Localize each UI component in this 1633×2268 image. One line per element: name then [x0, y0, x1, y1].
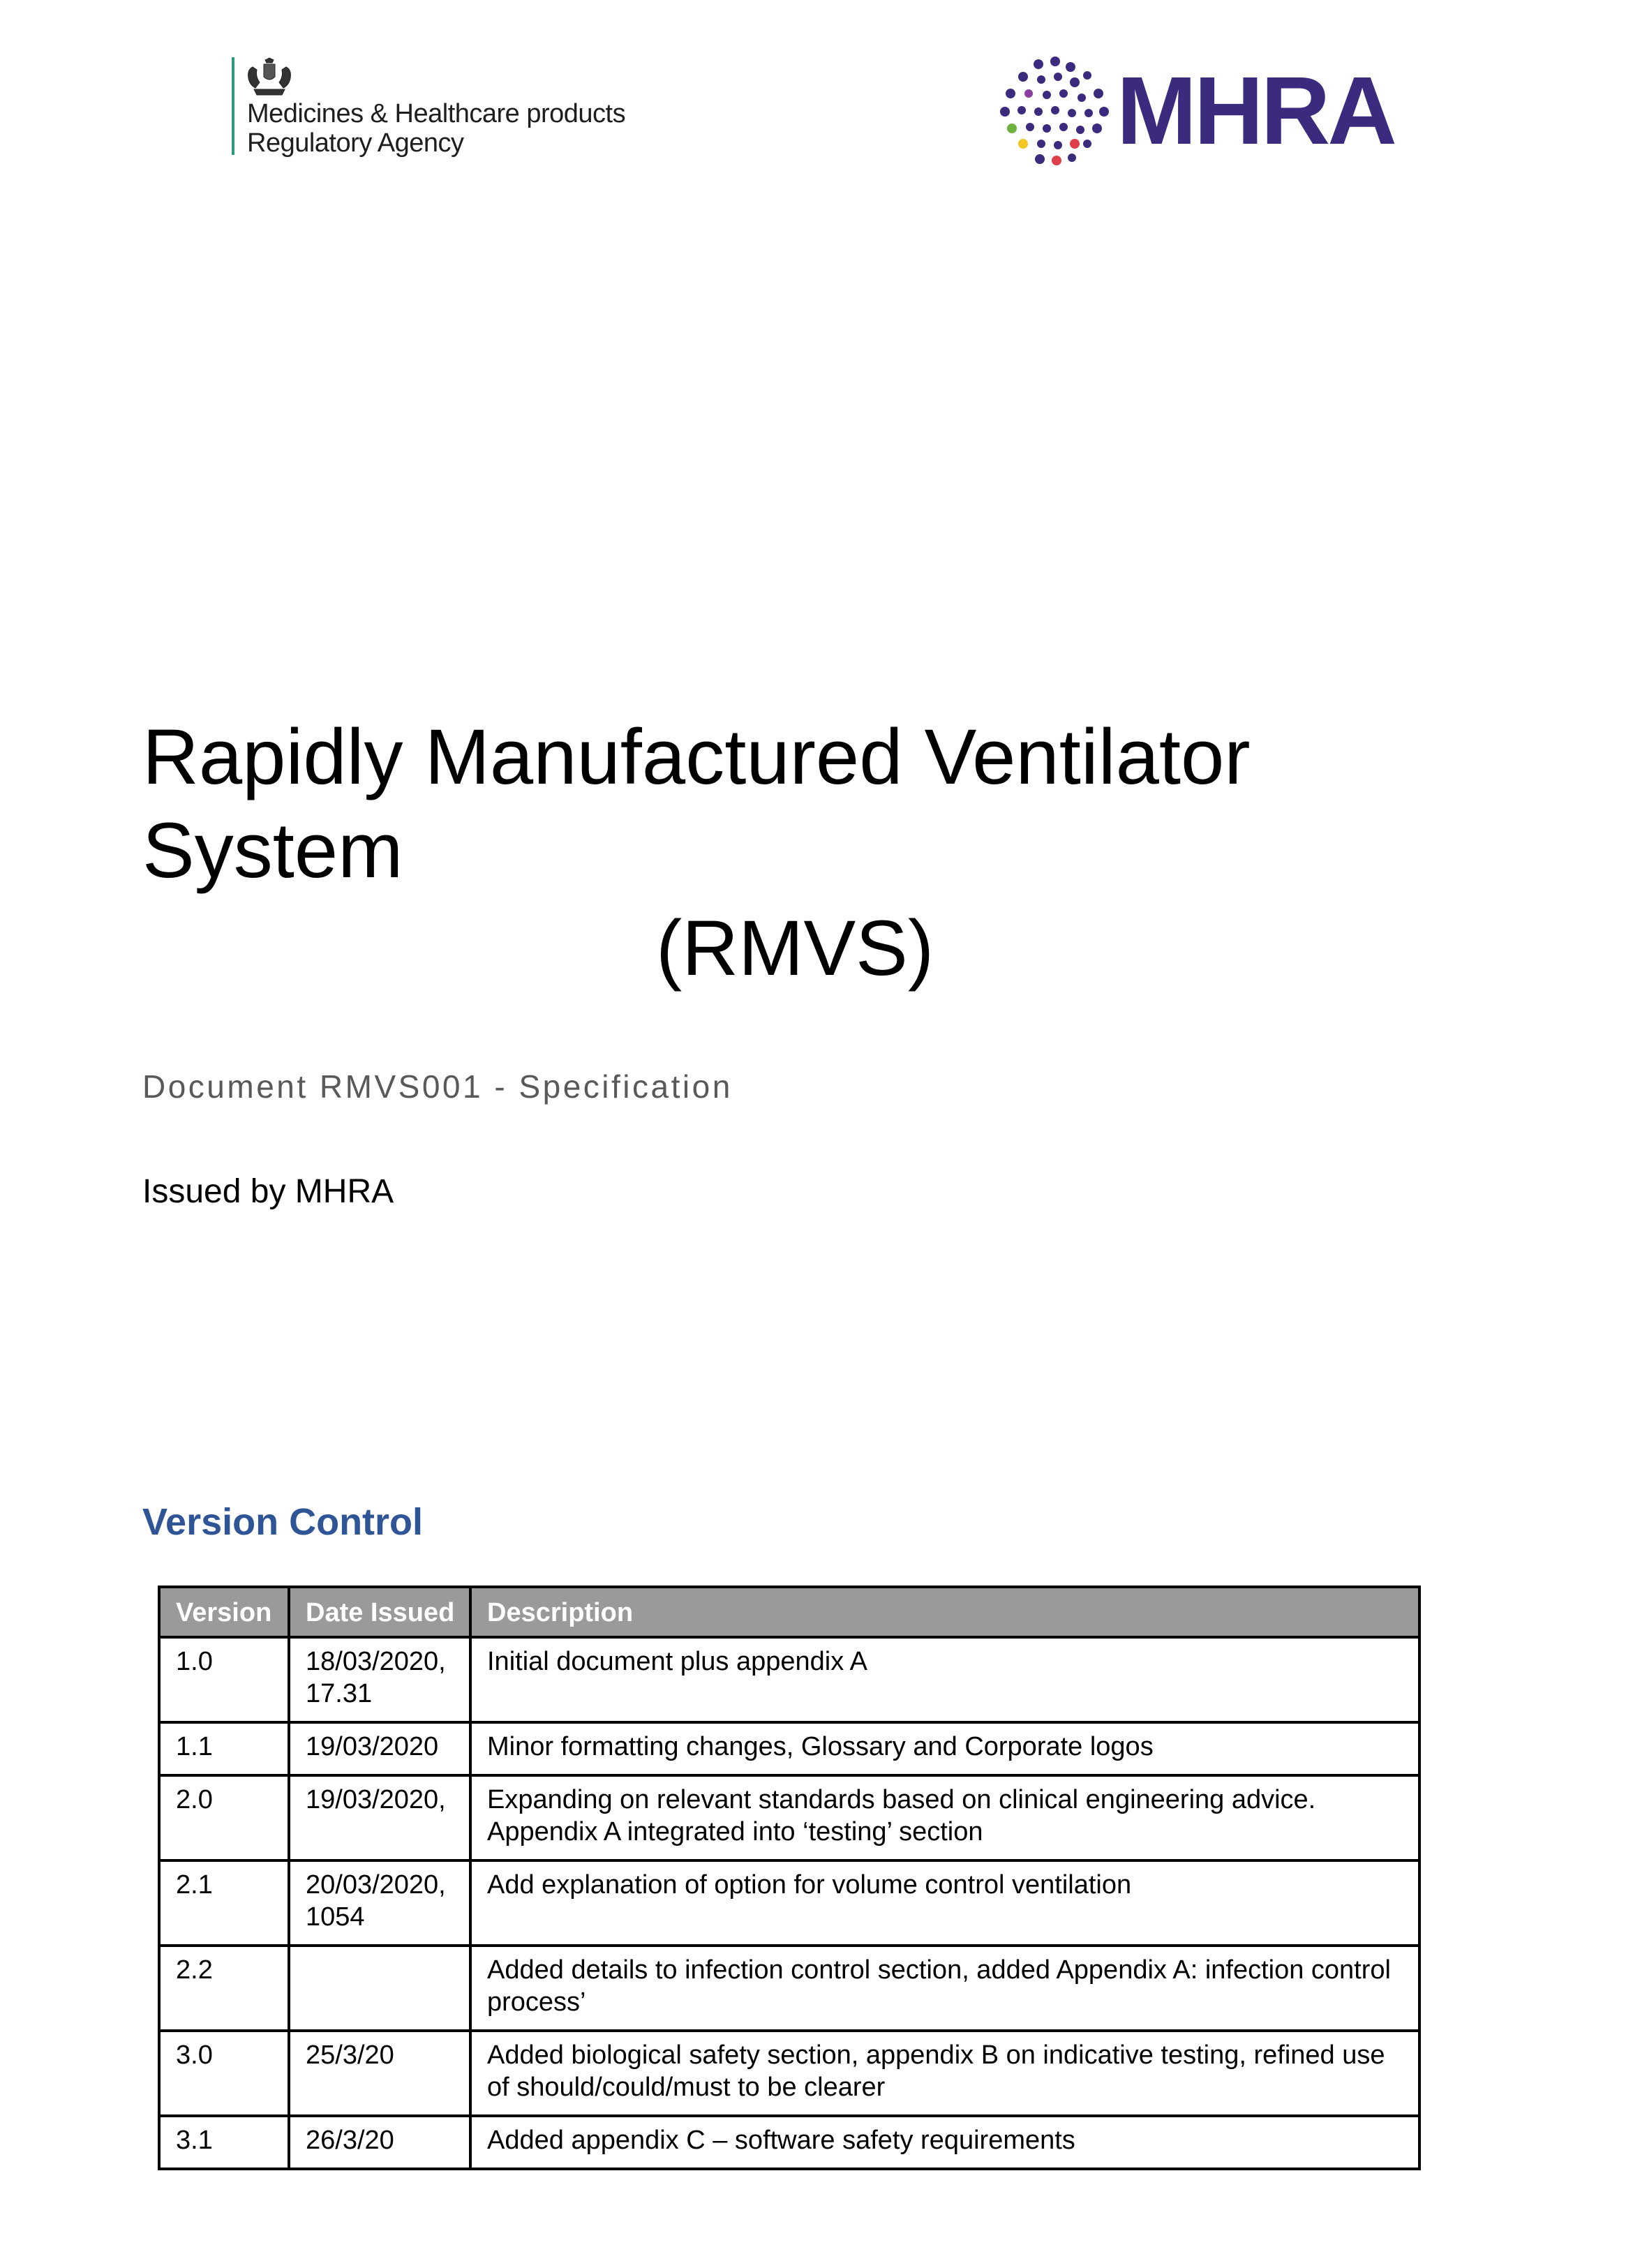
- gov-agency-name-line2: Regulatory Agency: [247, 128, 464, 158]
- document-title-line2: System: [142, 807, 403, 894]
- version-cell: 1.1: [159, 1722, 289, 1775]
- version-cell: 2.1: [159, 1860, 289, 1946]
- table-row: [159, 1637, 1419, 1722]
- document-id: Document RMVS001 - Specification: [142, 1068, 733, 1105]
- date-cell: 19/03/2020,: [289, 1775, 470, 1860]
- document-title: [142, 710, 1251, 897]
- column-header-version: Version: [159, 1587, 289, 1637]
- issued-by: Issued by MHRA: [142, 1173, 394, 1210]
- date-cell: 26/3/20: [289, 2116, 470, 2169]
- version-cell: 2.0: [159, 1775, 289, 1860]
- description-cell: Added appendix C – software safety requirements: [470, 2116, 1419, 2169]
- table-row: [159, 1775, 1419, 1860]
- version-control-heading: Version Control: [142, 1501, 424, 1543]
- mhra-wordmark: MHRA: [1117, 57, 1394, 165]
- logo-divider-rule: [232, 57, 234, 155]
- column-header-description: Description: [470, 1587, 1419, 1637]
- gov-agency-name: [247, 99, 625, 158]
- date-cell: 19/03/2020: [289, 1722, 470, 1775]
- date-cell: 25/3/20: [289, 2031, 470, 2116]
- gov-agency-logo: [232, 57, 678, 158]
- description-cell: Expanding on relevant standards based on clinical engineering advice. Appendix A integrated into ‘testing’ section: [470, 1775, 1419, 1860]
- version-cell: 1.0: [159, 1637, 289, 1722]
- column-header-date-issued: Date Issued: [289, 1587, 470, 1637]
- date-cell: 18/03/2020, 17.31: [289, 1637, 470, 1722]
- mhra-logo: [998, 54, 1394, 166]
- date-cell: 20/03/2020, 1054: [289, 1860, 470, 1946]
- date-cell: [289, 1946, 470, 2031]
- version-control-table: [158, 1586, 1421, 2170]
- description-cell: Add explanation of option for volume control ventilation: [470, 1860, 1419, 1946]
- table-row: [159, 1860, 1419, 1946]
- gov-agency-name-line1: Medicines & Healthcare products: [247, 99, 626, 128]
- table-row: [159, 1722, 1419, 1775]
- description-cell: Added details to infection control section, added Appendix A: infection control process’: [470, 1946, 1419, 2031]
- document-title-line1: Rapidly Manufactured Ventilator: [142, 713, 1251, 800]
- table-row: [159, 2116, 1419, 2169]
- table-row: [159, 1946, 1419, 2031]
- version-cell: 3.1: [159, 2116, 289, 2169]
- royal-coat-of-arms-icon: [244, 57, 294, 99]
- version-cell: 2.2: [159, 1946, 289, 2031]
- version-cell: 3.0: [159, 2031, 289, 2116]
- mhra-dot-cluster-icon: [998, 54, 1110, 166]
- table-header-row: [159, 1587, 1419, 1637]
- table-row: [159, 2031, 1419, 2116]
- description-cell: Minor formatting changes, Glossary and Corporate logos: [470, 1722, 1419, 1775]
- description-cell: Initial document plus appendix A: [470, 1637, 1419, 1722]
- document-title-abbreviation: (RMVS): [656, 904, 934, 992]
- description-cell: Added biological safety section, appendix B on indicative testing, refined use of should/could/must to be clearer: [470, 2031, 1419, 2116]
